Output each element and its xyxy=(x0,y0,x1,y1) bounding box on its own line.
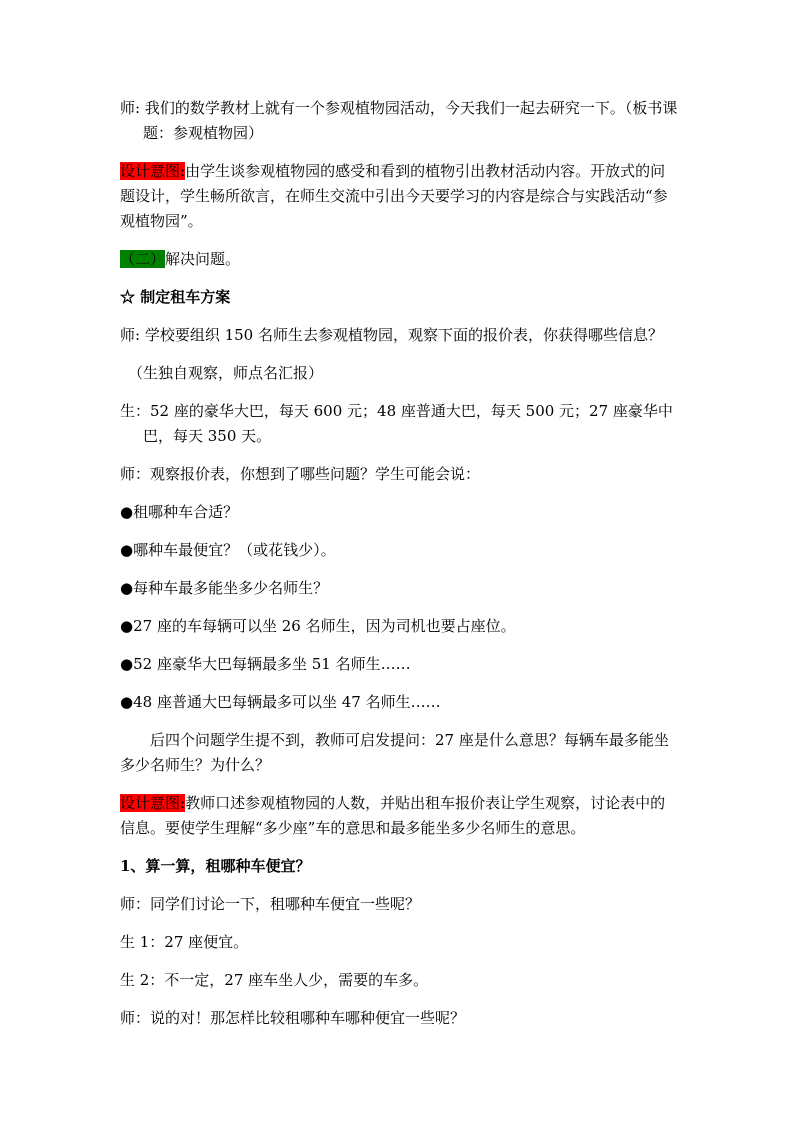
design-intent-text: 教师口述参观植物园的人数，并贴出租车报价表让学生观察，讨论表中的信息。要使学生理解“多少座”车的意思和最多能坐多少名师生的意思。 xyxy=(120,794,666,837)
dialogue-line: 生 1：27 座便宜。 xyxy=(120,933,249,951)
teacher-question-paragraph: 师: 学校要组织 150 名师生去参观植物园，观察下面的报价表，你获得哪些信息？ xyxy=(120,326,663,344)
dialogue-line: 师：说的对！那怎样比较租哪种车哪种便宜一些呢？ xyxy=(120,1009,466,1027)
dialogue-line: 生 2：不一定，27 座车坐人少，需要的车多。 xyxy=(120,971,429,989)
observation-note: （生独自观察，师点名汇报） xyxy=(128,364,324,382)
design-intent-text: 由学生谈参观植物园的感受和看到的植物引出教材活动内容。开放式的问题设计，学生畅所欲言，在师生交流中引出今天要学习的内容是综合与实践活动“参观植物园”。 xyxy=(120,162,668,230)
bullet-item: ●每种车最多能坐多少名师生？ xyxy=(120,579,329,597)
bullet-item: ●27 座的车每辆可以坐 26 名师生，因为司机也要占座位。 xyxy=(120,617,516,635)
bullet-item: ●哪种车最便宜？（或花钱少）。 xyxy=(120,541,336,559)
design-intent-paragraph-2 xyxy=(120,791,680,841)
bullet-item: ●租哪种车合适？ xyxy=(120,503,239,521)
teacher-prompt-paragraph: 师：观察报价表，你想到了哪些问题？学生可能会说： xyxy=(120,465,481,483)
teacher-intro-paragraph: 师: 我们的数学教材上就有一个参观植物园活动，今天我们一起去研究一下。（板书课题：参观植物园） xyxy=(120,99,678,142)
bullet-item: ●52 座豪华大巴每辆最多坐 51 名师生…… xyxy=(120,655,411,673)
dialogue-line: 师：同学们讨论一下，租哪种车便宜一些呢？ xyxy=(120,895,421,913)
section-title: 解决问题。 xyxy=(165,250,241,268)
section-two-line xyxy=(120,247,680,272)
hint-paragraph: 后四个问题学生提不到，教师可启发提问：27 座是什么意思？每辆车最多能坐多少名师生？为什么？ xyxy=(120,731,669,774)
design-intent-tag: 设计意图: xyxy=(120,794,186,812)
design-intent-paragraph-1 xyxy=(120,159,680,234)
design-intent-tag: 设计意图: xyxy=(120,162,186,180)
subsection-heading: 1、算一算，租哪种车便宜？ xyxy=(120,857,311,875)
document-page xyxy=(120,96,680,1044)
bullet-item: ●48 座普通大巴每辆最多可以坐 47 名师生…… xyxy=(120,693,441,711)
section-number-tag: （二） xyxy=(120,250,166,268)
student-answer-paragraph: 生：52 座的豪华大巴，每天 600 元；48 座普通大巴，每天 500 元；27 座豪华中巴，每天 350 天。 xyxy=(120,402,673,445)
star-heading: ☆ 制定租车方案 xyxy=(120,288,231,306)
